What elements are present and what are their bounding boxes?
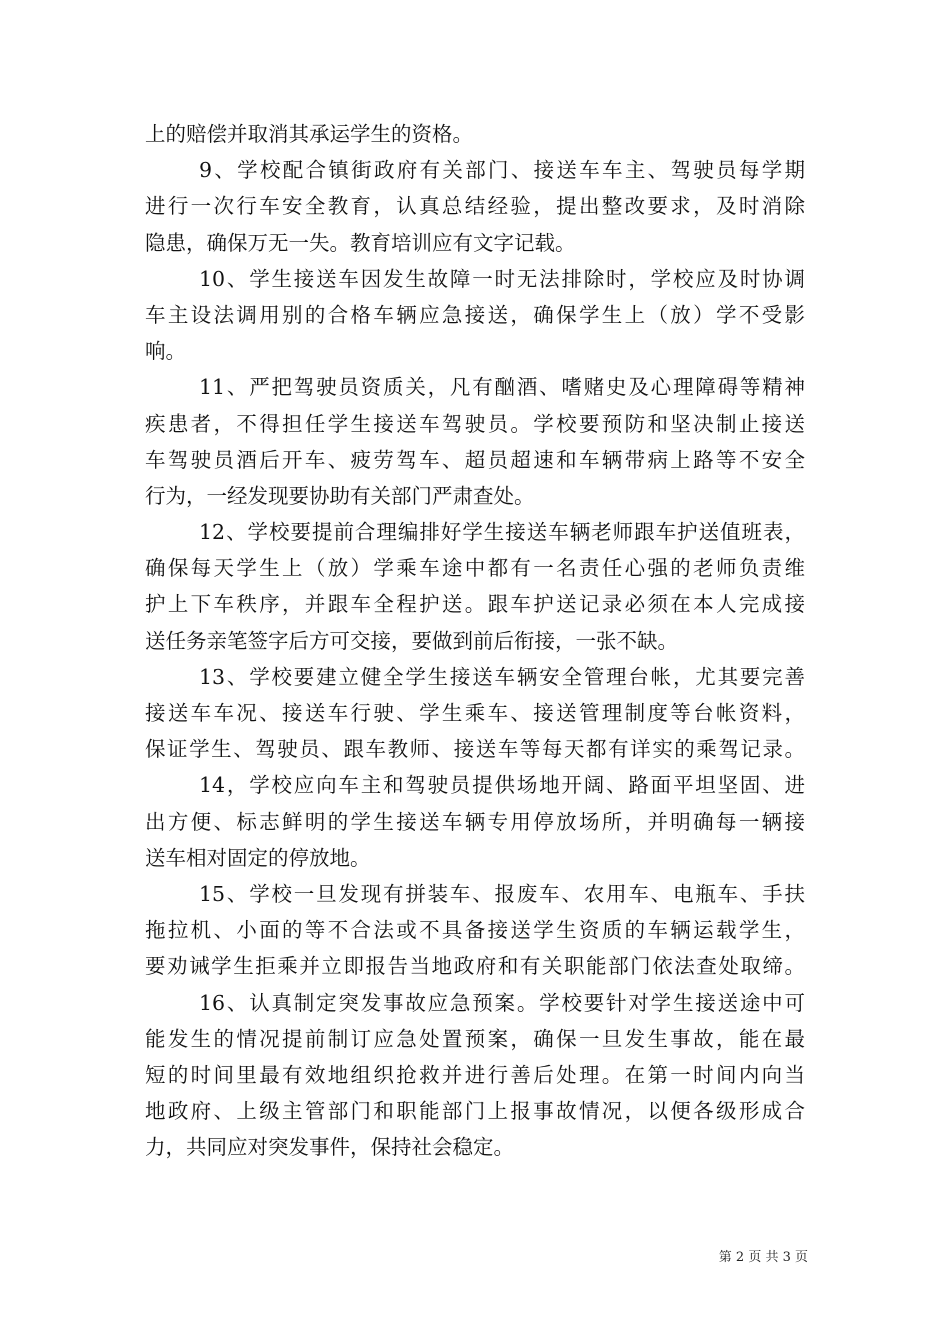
text-line: 拖拉机、小面的等不合法或不具备接送学生资质的车辆运载学生， (145, 918, 805, 943)
text-line: 隐患，确保万无一失。教育培训应有文字记载。 (145, 230, 576, 255)
text-line: 确保每天学生上（放）学乘车途中都有一名责任心强的老师负责维 (145, 556, 805, 581)
text-line: 行为，一经发现要协助有关部门严肃查处。 (145, 483, 535, 508)
paragraph-16-line: 16、认真制定突发事故应急预案。学校要针对学生接送途中可 (199, 990, 805, 1015)
text-line: 送任务亲笔签字后方可交接，要做到前后衔接，一张不缺。 (145, 628, 678, 653)
paragraph-12-line: 12、学校要提前合理编排好学生接送车辆老师跟车护送值班表， (199, 520, 805, 545)
text-line: 能发生的情况提前制订应急处置预案，确保一旦发生事故，能在最 (145, 1026, 805, 1051)
text-line: 疾患者，不得担任学生接送车驾驶员。学校要预防和坚决制止接送 (145, 411, 805, 436)
paragraph-11-line: 11、严把驾驶员资质关，凡有酗酒、嗜赌史及心理障碍等精神 (199, 375, 805, 400)
text-line: 车驾驶员酒后开车、疲劳驾车、超员超速和车辆带病上路等不安全 (145, 447, 805, 472)
text-line: 响。 (145, 339, 186, 364)
paragraph-9-line: 9、学校配合镇街政府有关部门、接送车车主、驾驶员每学期 (199, 158, 805, 183)
text-line: 力，共同应对突发事件，保持社会稳定。 (145, 1135, 514, 1160)
text-line: 车主设法调用别的合格车辆应急接送，确保学生上（放）学不受影 (145, 302, 805, 327)
text-line: 保证学生、驾驶员、跟车教师、接送车等每天都有详实的乘驾记录。 (145, 737, 805, 762)
text-line: 短的时间里最有效地组织抢救并进行善后处理。在第一时间内向当 (145, 1062, 805, 1087)
paragraph-15-line: 15、学校一旦发现有拼装车、报废车、农用车、电瓶车、手扶 (199, 881, 805, 906)
text-line: 接送车车况、接送车行驶、学生乘车、接送管理制度等台帐资料， (145, 701, 805, 725)
paragraph-13-line: 13、学校要建立健全学生接送车辆安全管理台帐，尤其要完善 (199, 664, 805, 689)
text-line: 送车相对固定的停放地。 (145, 845, 371, 870)
text-line: 护上下车秩序，并跟车全程护送。跟车护送记录必须在本人完成接 (145, 592, 805, 617)
text-line: 上的赔偿并取消其承运学生的资格。 (145, 122, 473, 146)
paragraph-10-line: 10、学生接送车因发生故障一时无法排除时，学校应及时协调 (199, 266, 805, 291)
page-number-footer: 第 2 页 共 3 页 (718, 1250, 808, 1265)
text-line: 进行一次行车安全教育，认真总结经验，提出整改要求，及时消除 (145, 194, 805, 219)
paragraph-14-line: 14，学校应向车主和驾驶员提供场地开阔、路面平坦坚固、进 (199, 773, 805, 798)
text-line: 要劝诫学生拒乘并立即报告当地政府和有关职能部门依法查处取缔。 (145, 954, 805, 979)
text-line: 地政府、上级主管部门和职能部门上报事故情况，以便各级形成合 (145, 1099, 805, 1124)
document-body (145, 116, 805, 1165)
text-line: 出方便、标志鲜明的学生接送车辆专用停放场所，并明确每一辆接 (145, 809, 805, 834)
